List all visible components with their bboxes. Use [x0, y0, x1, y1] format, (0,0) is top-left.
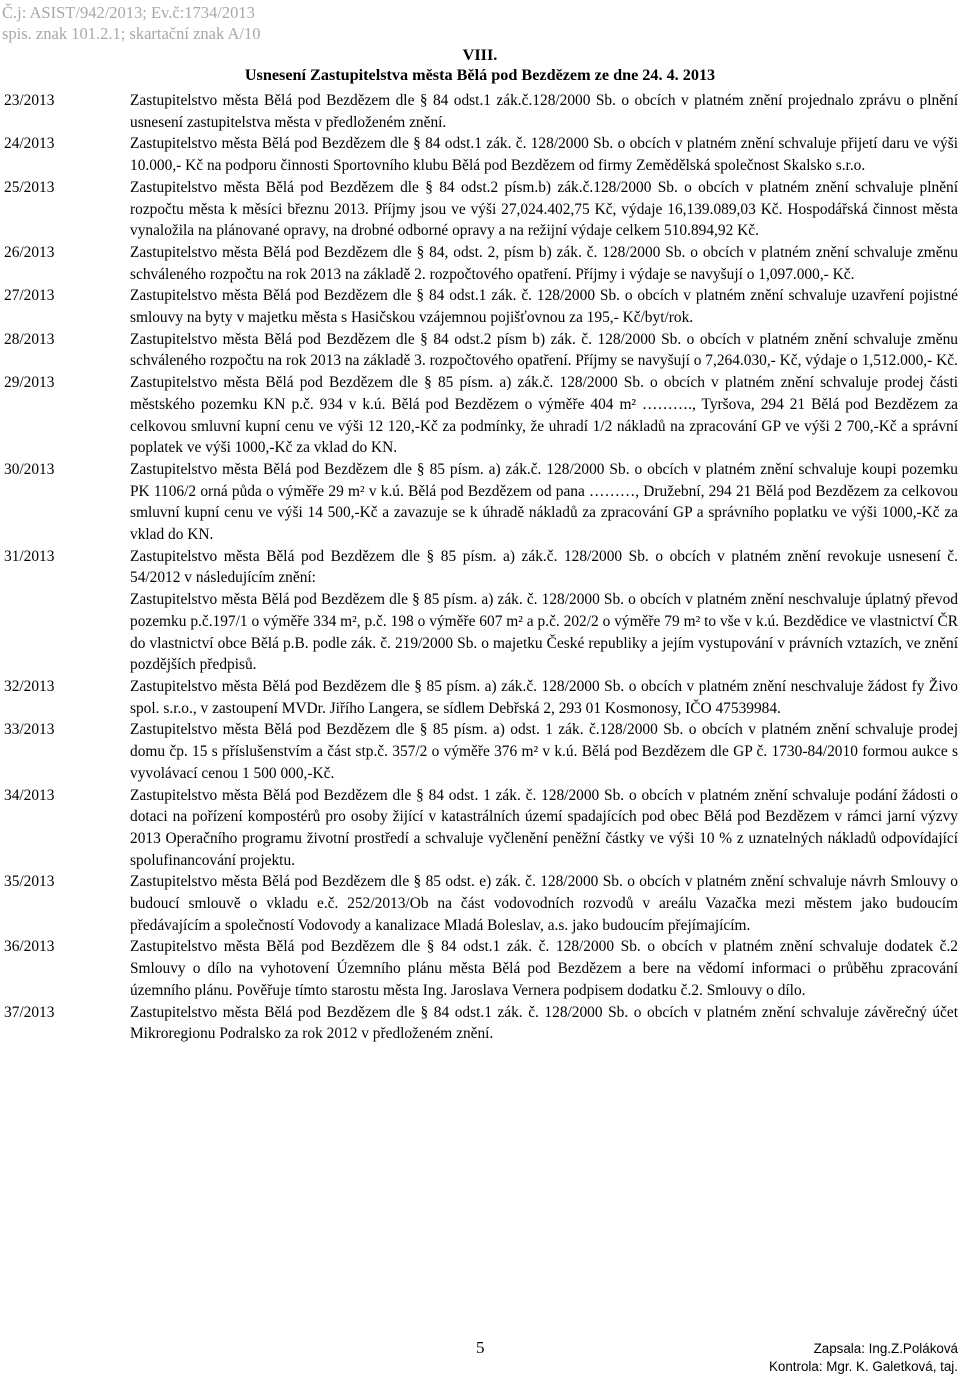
document-title: Usnesení Zastupitelstva města Bělá pod Bezdězem ze dne 24. 4. 2013: [244, 66, 716, 84]
resolution-number: 27/2013: [4, 287, 55, 305]
resolution-paragraph: Zastupitelstvo města Bělá pod Bezdězem dle § 84 odst.2 písm.b) zák.č.128/2000 Sb. o obcích v platném znění schvaluje plnění rozpočtu města k měsíci březnu 2013. Příjmy jsou ve výši 27,024.402,75 Kč, výdaje 16,139.089,03 Kč. Hospodářská činnost města vynaložila na plánované opravy, na drobné odborné opravy a na režijní výdaje celkem 510.894,92 Kč.: [130, 178, 958, 240]
resolution-number: 36/2013: [4, 938, 55, 956]
resolution-text: [130, 785, 958, 872]
section-number: VIII.: [462, 46, 498, 64]
resolution-number: 33/2013: [4, 721, 55, 739]
resolution-text: [130, 90, 958, 133]
resolution-number: 32/2013: [4, 677, 55, 695]
resolution-number: 37/2013: [4, 1003, 55, 1021]
resolution-number: 25/2013: [4, 178, 55, 196]
resolution-number: 24/2013: [4, 135, 55, 153]
resolution-paragraph: Zastupitelstvo města Bělá pod Bezdězem dle § 84 odst.1 zák. č. 128/2000 Sb. o obcích v platném znění schvaluje uzavření pojistné smlouvy na byty v majetku města s Hasičskou vzájemnou pojišťovnou za 195,- Kč/byt/rok.: [130, 287, 958, 327]
resolution-paragraph: Zastupitelstvo města Bělá pod Bezdězem dle § 85 písm. a) zák.č. 128/2000 Sb. o obcích v platném znění neschvaluje žádost fy Živo spol. s.r.o., v zastoupení MVDr. Jiřího Langera, se sídlem Debřská 2, 293 01 Kosmonosy, IČO 47539984.: [130, 677, 958, 717]
resolution-number: 28/2013: [4, 330, 55, 348]
resolution-text: [130, 719, 958, 784]
resolution-paragraph: Zastupitelstvo města Bělá pod Bezdězem dle § 84 odst.1 zák.č.128/2000 Sb. o obcích v platném znění projednalo zprávu o plnění usnesení zastupitelstva města v předloženém znění.: [130, 92, 958, 131]
resolution-text: [130, 372, 958, 459]
resolution-paragraph: Zastupitelstvo města Bělá pod Bezdězem dle § 84 odst.1 zák. č. 128/2000 Sb. o obcích v platném znění schvaluje závěrečný účet Mikroregionu Podralsko za rok 2012 v předloženém znění.: [130, 1003, 958, 1043]
resolution-item: [4, 546, 960, 676]
resolution-number: 31/2013: [4, 547, 55, 565]
recorded-by: Zapsala: Ing.Z.Poláková: [813, 1341, 958, 1356]
resolution-paragraph: Zastupitelstvo města Bělá pod Bezdězem dle § 84 odst.2 písm b) zák. č. 128/2000 Sb. o obcích v platném znění schvaluje změnu schváleného rozpočtu na rok 2013 na základě 3. rozpočtového opatření. Příjmy se navyšují o 7,264.030,- Kč, výdaje o 1,512.000,- Kč.: [130, 330, 958, 370]
resolution-text: [130, 546, 958, 676]
resolution-item: [4, 372, 960, 459]
resolution-paragraph: Zastupitelstvo města Bělá pod Bezdězem dle § 85 písm. a) zák. č. 128/2000 Sb. o obcích v platném znění neschvaluje úplatný převod pozemku p.č.197/1 o výměře 334 m², p.č. 198 o výměře 607 m² a p.č. 202/2 o výměře 79 m² to vše v k.ú. Bezdědice ve vlastnictví ČR do vlastnictví obce Bělá p.B. podle zák. č. 219/2000 Sb. o majetku České republiky a jejím vystupování v právních vztazích, ve znění pozdějších předpisů.: [130, 591, 958, 674]
resolution-item: [4, 329, 960, 372]
resolution-text: [130, 871, 958, 936]
resolutions-list: [4, 90, 960, 1045]
resolution-item: [4, 936, 960, 1001]
file-mark-line: spis. znak 101.2.1; skartační znak A/10: [2, 24, 261, 43]
resolution-text: [130, 242, 958, 285]
resolution-paragraph: Zastupitelstvo města Bělá pod Bezdězem dle § 85 odst. e) zák. č. 128/2000 Sb. o obcích v platném znění schvaluje návrh Smlouvy o budoucí smlouvě o vkladu e.č. 252/2013/Ob na část vodovodních rozvodů v areálu Vazačka mezi městem jako budoucím předávajícím a společností Vodovody a kanalizace Mladá Boleslav, a.s. jako budoucím přejímajícím.: [130, 873, 958, 934]
resolution-number: 35/2013: [4, 873, 55, 891]
resolution-item: [4, 676, 960, 719]
resolution-item: [4, 242, 960, 285]
resolution-number: 26/2013: [4, 243, 55, 261]
resolution-paragraph: Zastupitelstvo města Bělá pod Bezdězem dle § 85 písm. a) zák.č. 128/2000 Sb. o obcích v platném znění revokuje usnesení č. 54/2012 v následujícím znění:: [130, 547, 958, 587]
page-number: 5: [476, 1338, 485, 1357]
resolution-text: [130, 1002, 958, 1045]
resolution-number: 29/2013: [4, 374, 55, 392]
resolution-paragraph: Zastupitelstvo města Bělá pod Bezdězem dle § 85 písm. a) zák.č. 128/2000 Sb. o obcích v platném znění schvaluje prodej části městského pozemku KN p.č. 934 v k.ú. Bělá pod Bezdězem o výměře 404 m² ………., Tyršova, 294 21 Bělá pod Bezdězem za celkovou smluvní kupní cenu ve výši 12 120,-Kč za podmínky, že uhradí 1/2 nákladů na zpracování GP ve výši 2 700,-Kč a správní poplatek ve výši 1000,-Kč za vklad do KN.: [130, 374, 958, 457]
resolution-item: [4, 459, 960, 546]
resolution-item: [4, 133, 960, 176]
resolution-text: [130, 285, 958, 328]
resolution-paragraph: Zastupitelstvo města Bělá pod Bezdězem dle § 84, odst. 2, písm b) zák. č. 128/2000 Sb. o obcích v platném znění schvaluje změnu schváleného rozpočtu na rok 2013 na základě 2. rozpočtového opatření. Příjmy i výdaje se navyšují o 1,097.000,- Kč.: [130, 243, 958, 283]
resolution-text: [130, 329, 958, 372]
resolution-item: [4, 177, 960, 242]
resolution-item: [4, 719, 960, 784]
resolution-text: [130, 459, 958, 546]
reference-line: Č.j: ASIST/942/2013; Ev.č:1734/2013: [2, 3, 255, 22]
resolution-number: 34/2013: [4, 786, 55, 804]
document-reference-stamp: [2, 2, 260, 44]
resolution-number: 23/2013: [4, 92, 55, 109]
resolution-text: [130, 133, 958, 176]
resolution-item: [4, 90, 960, 133]
resolution-item: [4, 871, 960, 936]
resolution-paragraph: Zastupitelstvo města Bělá pod Bezdězem dle § 84 odst.1 zák. č. 128/2000 Sb. o obcích v platném znění schvaluje dodatek č.2 Smlouvy o dílo na vyhotovení Územního plánu města Bělá pod Bezdězem a bere na vědomí informaci o průběhu zpracování územního plánu. Pověřuje tímto starostu města Ing. Jaroslava Vernera podpisem dodatku č.2. Smlouvy o dílo.: [130, 938, 958, 999]
resolution-number: 30/2013: [4, 460, 55, 478]
resolution-text: [130, 177, 958, 242]
resolution-item: [4, 785, 960, 872]
resolution-paragraph: Zastupitelstvo města Bělá pod Bezdězem dle § 85 písm. a) zák.č. 128/2000 Sb. o obcích v platném znění schvaluje koupi pozemku PK 1106/2 orná půda o výměře 29 m² v k.ú. Bělá pod Bezdězem od pana ………, Družební, 294 21 Bělá pod Bezdězem za celkovou smluvní kupní cenu ve výši 14 500,-Kč a zavazuje se k úhradě nákladů za zpracování GP a správního poplatku ve výši 1000,-Kč za vklad do KN.: [130, 460, 958, 544]
resolution-paragraph: Zastupitelstvo města Bělá pod Bezdězem dle § 85 písm. a) odst. 1 zák. č.128/2000 Sb. o obcích v platném znění schvaluje prodej domu čp. 15 s příslušenstvím a část stp.č. 357/2 o výměře 376 m² v k.ú. Bělá pod Bezdězem dle GP č. 1730-84/2010 formou aukce s vyvolávací cenou 1 500 000,-Kč.: [130, 721, 958, 782]
resolution-text: [130, 676, 958, 719]
resolution-paragraph: Zastupitelstvo města Bělá pod Bezdězem dle § 84 odst. 1 zák. č. 128/2000 Sb. o obcích v platném znění schvaluje podání žádosti o dotaci na pořízení kompostérů pro osoby žijící v katastrálních území spadajících pod obec Bělá pod Bezdězem v rámci jarní výzvy 2013 Operačního programu životní prostředí a schvaluje vyčlenění peněžní částky ve výši 10 % z uznatelných nákladů odpovídající spolufinancování projektu.: [130, 786, 958, 869]
signature-block: [769, 1340, 958, 1376]
resolution-item: [4, 285, 960, 328]
resolution-item: [4, 1002, 960, 1045]
resolution-text: [130, 936, 958, 1001]
resolution-paragraph: Zastupitelstvo města Bělá pod Bezdězem dle § 84 odst.1 zák. č. 128/2000 Sb. o obcích v platném znění schvaluje přijetí daru ve výši 10.000,- Kč na podporu činnosti Sportovního klubu Bělá pod Bezdězem od firmy Zemědělská společnost Skalsko s.r.o.: [130, 135, 958, 175]
checked-by: Kontrola: Mgr. K. Galetková, taj.: [768, 1359, 958, 1374]
